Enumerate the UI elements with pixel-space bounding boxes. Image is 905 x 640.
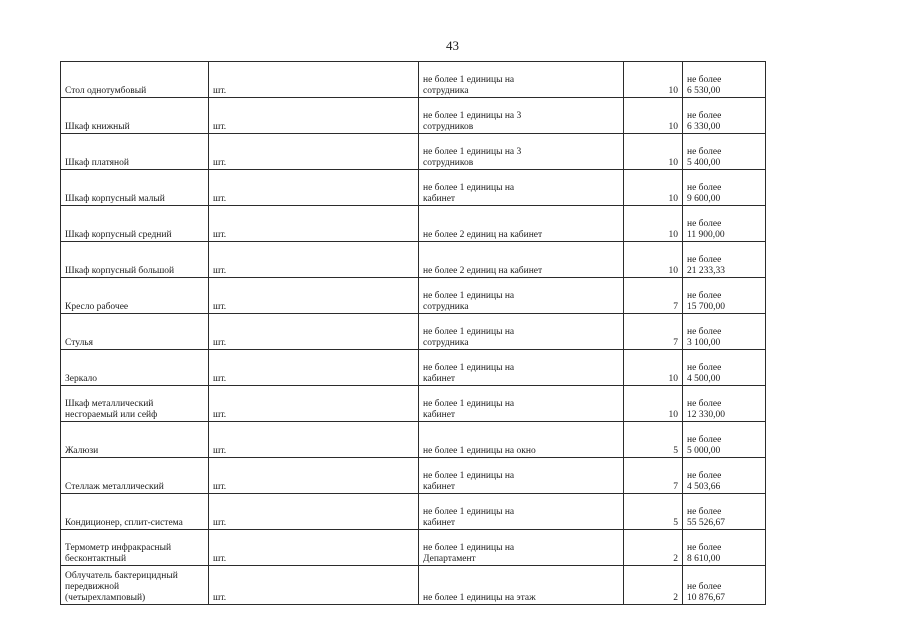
unit-cell: шт. (209, 458, 419, 494)
item-name-cell-line: Термометр инфракрасный (65, 543, 172, 553)
norm-cell-line: сотрудников (423, 122, 474, 132)
quantity-cell: 5 (624, 494, 683, 530)
quantity-cell: 5 (624, 422, 683, 458)
norm-cell (419, 494, 624, 530)
price-cell (683, 350, 766, 386)
norm-cell-line: не более 1 единицы на 3 (423, 147, 522, 157)
price-cell (683, 278, 766, 314)
item-name-cell (61, 530, 209, 566)
quantity-cell: 2 (624, 566, 683, 605)
price-cell-line: 10 876,67 (687, 593, 725, 603)
table-row (61, 98, 766, 134)
price-cell-line: 6 330,00 (687, 122, 721, 132)
norm-cell (419, 170, 624, 206)
table-row (61, 242, 766, 278)
norm-cell-line: сотрудников (423, 158, 474, 168)
norm-cell-line: не более 2 единиц на кабинет (423, 230, 543, 240)
quantity-cell: 10 (624, 350, 683, 386)
table-row (61, 386, 766, 422)
norm-cell-line: не более 1 единицы на 3 (423, 111, 522, 121)
norms-table (60, 61, 766, 605)
quantity-cell: 10 (624, 206, 683, 242)
norm-cell (419, 206, 624, 242)
norm-cell-line: не более 2 единиц на кабинет (423, 266, 543, 276)
table-row (61, 350, 766, 386)
norm-cell (419, 350, 624, 386)
norm-cell (419, 242, 624, 278)
price-cell (683, 98, 766, 134)
price-cell-line: 8 610,00 (687, 554, 721, 564)
price-cell-line: не более (687, 582, 722, 592)
quantity-cell: 10 (624, 242, 683, 278)
table-row (61, 530, 766, 566)
item-name-cell: Стеллаж металлический (61, 458, 209, 494)
unit-cell: шт. (209, 134, 419, 170)
price-cell-line: 5 000,00 (687, 446, 721, 456)
unit-cell: шт. (209, 566, 419, 605)
norm-cell-line: сотрудника (423, 302, 469, 312)
price-cell-line: не более (687, 435, 722, 445)
item-name-cell-line: Шкаф металлический (65, 399, 154, 409)
price-cell-line: 12 330,00 (687, 410, 725, 420)
norms-table-body (61, 62, 766, 605)
item-name-cell: Шкаф корпусный большой (61, 242, 209, 278)
unit-cell: шт. (209, 494, 419, 530)
unit-cell: шт. (209, 314, 419, 350)
norm-cell (419, 530, 624, 566)
norm-cell-line: сотрудника (423, 338, 469, 348)
norm-cell (419, 566, 624, 605)
norm-cell-line: не более 1 единицы на (423, 363, 515, 373)
price-cell (683, 242, 766, 278)
price-cell (683, 314, 766, 350)
price-cell-line: 4 500,00 (687, 374, 721, 384)
unit-cell: шт. (209, 206, 419, 242)
table-row (61, 62, 766, 98)
item-name-cell-line: бесконтактный (65, 554, 127, 564)
price-cell-line: 4 503,66 (687, 482, 721, 492)
item-name-cell: Зеркало (61, 350, 209, 386)
quantity-cell: 7 (624, 314, 683, 350)
item-name-cell: Шкаф корпусный средний (61, 206, 209, 242)
table-row (61, 170, 766, 206)
price-cell-line: не более (687, 327, 722, 337)
item-name-cell: Шкаф книжный (61, 98, 209, 134)
table-row (61, 566, 766, 605)
quantity-cell: 10 (624, 62, 683, 98)
price-cell-line: не более (687, 219, 722, 229)
norm-cell (419, 458, 624, 494)
norm-cell-line: кабинет (423, 482, 456, 492)
item-name-cell-line: передвижной (65, 582, 120, 592)
norm-cell-line: не более 1 единицы на (423, 291, 515, 301)
norm-cell-line: кабинет (423, 374, 456, 384)
price-cell-line: не более (687, 543, 722, 553)
quantity-cell: 2 (624, 530, 683, 566)
price-cell-line: не более (687, 147, 722, 157)
norm-cell-line: кабинет (423, 194, 456, 204)
price-cell-line: 6 530,00 (687, 86, 721, 96)
item-name-cell-line: Облучатель бактерицидный (65, 571, 178, 581)
quantity-cell: 7 (624, 458, 683, 494)
quantity-cell: 10 (624, 134, 683, 170)
price-cell-line: не более (687, 75, 722, 85)
price-cell-line: не более (687, 399, 722, 409)
norm-cell-line: кабинет (423, 518, 456, 528)
norm-cell (419, 314, 624, 350)
quantity-cell: 7 (624, 278, 683, 314)
norm-cell (419, 422, 624, 458)
item-name-cell: Кресло рабочее (61, 278, 209, 314)
norm-cell (419, 386, 624, 422)
unit-cell: шт. (209, 242, 419, 278)
norm-cell-line: не более 1 единицы на (423, 183, 515, 193)
price-cell (683, 62, 766, 98)
norm-cell-line: не более 1 единицы на (423, 543, 515, 553)
item-name-cell: Стол однотумбовый (61, 62, 209, 98)
price-cell-line: не более (687, 255, 722, 265)
unit-cell: шт. (209, 98, 419, 134)
price-cell-line: 5 400,00 (687, 158, 721, 168)
item-name-cell (61, 386, 209, 422)
table-row (61, 422, 766, 458)
price-cell (683, 386, 766, 422)
price-cell-line: 55 526,67 (687, 518, 725, 528)
item-name-cell: Шкаф корпусный малый (61, 170, 209, 206)
unit-cell: шт. (209, 386, 419, 422)
norm-cell (419, 134, 624, 170)
norm-cell (419, 278, 624, 314)
price-cell-line: не более (687, 111, 722, 121)
price-cell-line: 9 600,00 (687, 194, 721, 204)
norm-cell-line: не более 1 единицы на (423, 507, 515, 517)
table-row (61, 314, 766, 350)
price-cell (683, 494, 766, 530)
page-number: 43 (446, 38, 459, 53)
price-cell-line: не более (687, 183, 722, 193)
price-cell-line: не более (687, 291, 722, 301)
norm-cell (419, 98, 624, 134)
norm-cell-line: сотрудника (423, 86, 469, 96)
norm-cell-line: не более 1 единицы на (423, 399, 515, 409)
unit-cell: шт. (209, 422, 419, 458)
table-row (61, 278, 766, 314)
item-name-cell (61, 566, 209, 605)
price-cell (683, 422, 766, 458)
price-cell-line: 11 900,00 (687, 230, 725, 240)
price-cell (683, 458, 766, 494)
table-row (61, 134, 766, 170)
table-row (61, 494, 766, 530)
norm-cell-line: не более 1 единицы на (423, 75, 515, 85)
price-cell (683, 170, 766, 206)
item-name-cell: Шкаф платяной (61, 134, 209, 170)
table-row (61, 206, 766, 242)
quantity-cell: 10 (624, 98, 683, 134)
item-name-cell-line: несгораемый или сейф (65, 410, 158, 420)
unit-cell: шт. (209, 170, 419, 206)
price-cell (683, 206, 766, 242)
quantity-cell: 10 (624, 386, 683, 422)
norm-cell-line: не более 1 единицы на (423, 327, 515, 337)
unit-cell: шт. (209, 62, 419, 98)
norm-cell (419, 62, 624, 98)
unit-cell: шт. (209, 350, 419, 386)
unit-cell: шт. (209, 278, 419, 314)
item-name-cell-line: (четырехламповый) (65, 593, 146, 603)
item-name-cell: Жалюзи (61, 422, 209, 458)
norm-cell-line: не более 1 единицы на окно (423, 446, 536, 456)
item-name-cell: Стулья (61, 314, 209, 350)
item-name-cell: Кондиционер, сплит-система (61, 494, 209, 530)
table-row (61, 458, 766, 494)
price-cell (683, 566, 766, 605)
price-cell-line: не более (687, 507, 722, 517)
norm-cell-line: кабинет (423, 410, 456, 420)
price-cell-line: не более (687, 471, 722, 481)
price-cell (683, 134, 766, 170)
quantity-cell: 10 (624, 170, 683, 206)
price-cell (683, 530, 766, 566)
norm-cell-line: не более 1 единицы на этаж (423, 593, 536, 603)
price-cell-line: 15 700,00 (687, 302, 725, 312)
norm-cell-line: не более 1 единицы на (423, 471, 515, 481)
norm-cell-line: Департамент (423, 554, 476, 564)
unit-cell: шт. (209, 530, 419, 566)
price-cell-line: 21 233,33 (687, 266, 725, 276)
price-cell-line: 3 100,00 (687, 338, 721, 348)
price-cell-line: не более (687, 363, 722, 373)
